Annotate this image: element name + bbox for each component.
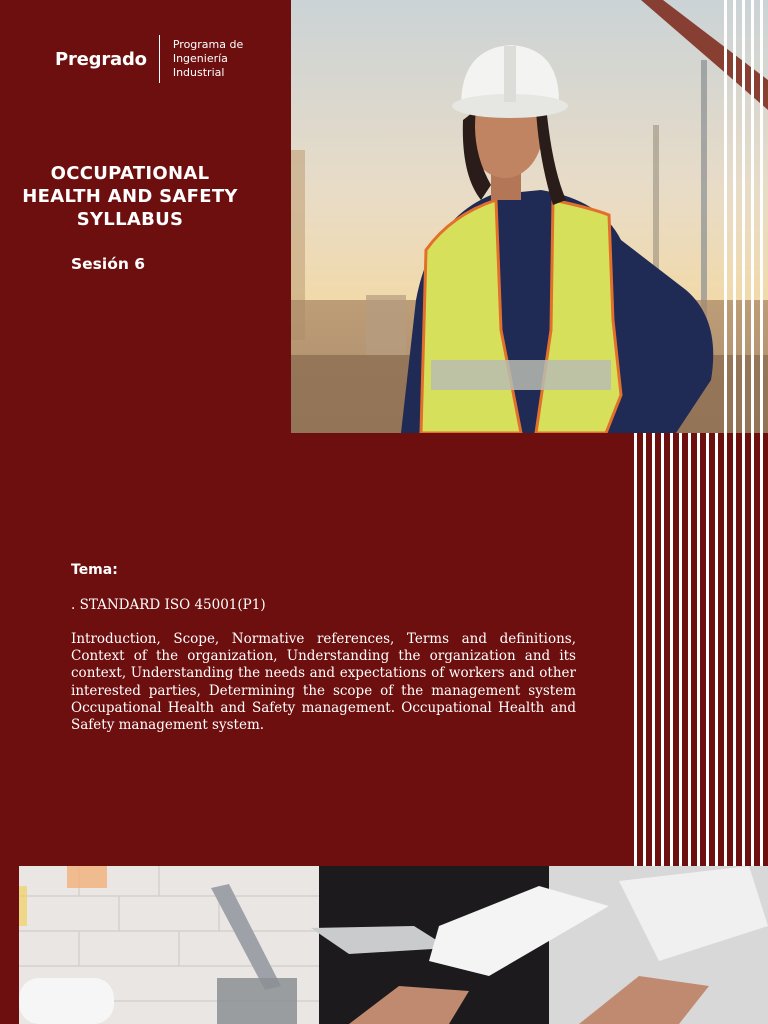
topic-description: Introduction, Scope, Normative references, Terms and definitions, Context of the organization, Understanding the organization and its context, Understanding the needs and expectations of workers and other interested parties, Determining the scope of the management system Occupational Health and Safety management. Occupational Health and Safety management system.	[71, 631, 576, 734]
logo-program-text	[173, 38, 263, 80]
logo-main-text: Pregrado	[55, 48, 147, 70]
decorative-stripes-middle	[632, 433, 768, 866]
office-illustration	[19, 866, 768, 1024]
logo-divider	[159, 35, 160, 83]
decorative-stripes-top	[724, 0, 768, 433]
logo-sub-line-1: Programa de	[172, 38, 244, 51]
topic-label: Tema:	[71, 562, 118, 578]
title-line-3: SYLLABUS	[76, 209, 184, 230]
brand-logo	[55, 34, 263, 84]
session-label: Sesión 6	[71, 255, 146, 273]
page-title	[10, 162, 250, 231]
logo-sub-line-3: Industrial	[172, 66, 225, 79]
title-line-2: HEALTH AND SAFETY	[22, 186, 238, 207]
worker-photo	[291, 0, 768, 433]
worker-illustration	[291, 0, 768, 433]
topic-title: . STANDARD ISO 45001(P1)	[71, 597, 266, 613]
logo-sub-line-2: Ingeniería	[172, 52, 228, 65]
office-team-photo	[19, 866, 768, 1024]
title-line-1: OCCUPATIONAL	[50, 163, 210, 184]
